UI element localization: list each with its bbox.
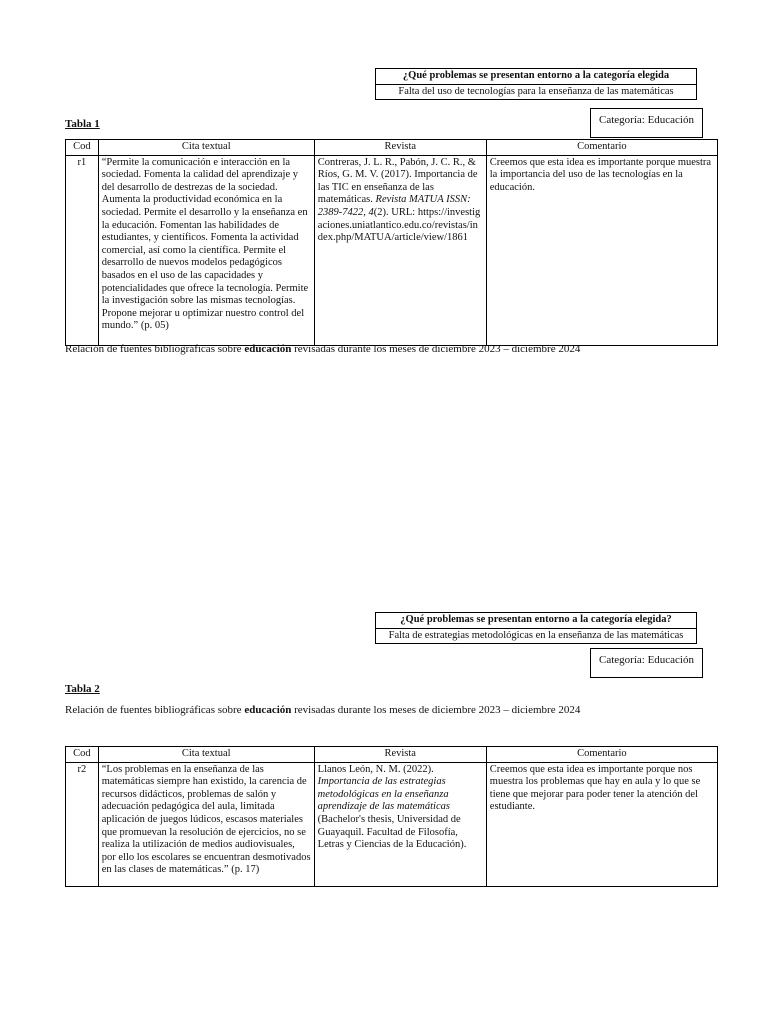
- table-label-2: Tabla 2: [65, 683, 100, 695]
- table-header-row: [66, 140, 718, 156]
- question-box-2: [375, 612, 697, 644]
- category-box-1: Categoría: Educación: [590, 108, 703, 138]
- cell-revista: [314, 155, 486, 345]
- table-1: [65, 139, 718, 346]
- revista-title: Importancia de las estrategias metodológicas en la enseñanza aprendizaje de las matemáticas: [317, 776, 450, 813]
- table-row: [66, 155, 718, 345]
- revista-part: Llanos León, N. M. (2022).: [317, 763, 434, 775]
- category-box-2: Categoría: Educación: [590, 648, 703, 678]
- revista-journal: Revista MATUA ISSN: 2389-7422: [317, 194, 471, 218]
- table-2: [65, 746, 718, 887]
- revista-url: (2). URL: https://investigaciones.uniatlantico.edu.co/revistas/index.php/MATUA/article/view/1861: [317, 206, 481, 244]
- revista-volume: 4: [368, 206, 374, 218]
- cell-comentario: Creemos que esta idea es importante porque nos muestra los problemas que hay en aula y lo que se tiene que mejorar para poder tener la atención del estudiante.: [486, 762, 717, 886]
- revista-part: ,: [363, 206, 369, 218]
- cell-cod: r1: [66, 155, 99, 345]
- question-text: ¿Qué problemas se presentan entorno a la categoría elegida?: [376, 613, 696, 629]
- revista-part: (Bachelor's thesis, Universidad de Guayaquil. Facultad de Filosofía, Letras y Ciencias de la Educación).: [317, 813, 467, 851]
- header-comentario: Comentario: [486, 140, 717, 156]
- cell-cita: “Permite la comunicación e interacción en la sociedad. Fomenta la calidad del aprendizaje y del desarrollo de destrezas de la sociedad. Aumenta la productividad económica en la sociedad. Permite el desarrollo y la enseñanza en la educación. Fomentan las habilidades de estudiantes, y científicos. Fomenta la actividad comercial, así como la científica. Permite el desarrollo de nuevos modelos pedagógicos basados en el uso de las capacidades y potencialidades que ofrece la tecnología. Permite la investigación sobre las mismas tecnologías. Propone mejorar u optimizar nuestro control del mundo.” (p. 05): [98, 155, 314, 345]
- header-cita: Cita textual: [98, 747, 314, 763]
- table-header-row: [66, 747, 718, 763]
- caption-2: [65, 704, 580, 717]
- cell-cod: r2: [66, 762, 99, 886]
- caption-text: revisadas durante los meses de diciembre 2023 – diciembre 2024: [291, 704, 581, 716]
- caption-bold: educación: [244, 343, 292, 355]
- table-label-1: Tabla 1: [65, 118, 100, 130]
- caption-1: [65, 343, 580, 356]
- caption-text: revisadas durante los meses de diciembre 2023 – diciembre 2024: [291, 343, 581, 355]
- cell-comentario: Creemos que esta idea es importante porque muestra la importancia del uso de las tecnologías en la educación.: [486, 155, 717, 345]
- table-row: [66, 762, 718, 886]
- header-comentario: Comentario: [486, 747, 717, 763]
- cell-cita: “Los problemas en la enseñanza de las matemáticas siempre han existido, la carencia de recursos didácticos, problemas de salón y adecuación pedagógica del aula, limitada aplicación de juegos lúdicos, escasos materiales que promuevan la resolución de ejercicios, no se realiza la utilización de medios audiovisuales, por ello los escolares se encuentran desmotivados en las clases de matemáticas.” (p. 17): [98, 762, 314, 886]
- cell-revista: [314, 762, 486, 886]
- header-cita: Cita textual: [98, 140, 314, 156]
- header-revista: Revista: [314, 747, 486, 763]
- header-cod: Cod: [66, 140, 99, 156]
- caption-bold: educación: [244, 704, 292, 716]
- revista-part: Contreras, J. L. R., Pabón, J. C. R., & Ríos, G. M. V. (2017). Importancia de las TIC en enseñanza de las matemáticas.: [317, 156, 478, 206]
- caption-text: Relación de fuentes bibliográficas sobre: [65, 343, 245, 355]
- header-revista: Revista: [314, 140, 486, 156]
- answer-text: Falta de estrategias metodológicas en la enseñanza de las matemáticas: [388, 629, 684, 641]
- question-box-1: [375, 68, 697, 100]
- answer-text: Falta del uso de tecnologías para la enseñanza de las matemáticas: [398, 85, 674, 97]
- question-text: ¿Qué problemas se presentan entorno a la categoría elegida: [376, 69, 696, 85]
- header-cod: Cod: [66, 747, 99, 763]
- caption-text: Relación de fuentes bibliográficas sobre: [65, 704, 245, 716]
